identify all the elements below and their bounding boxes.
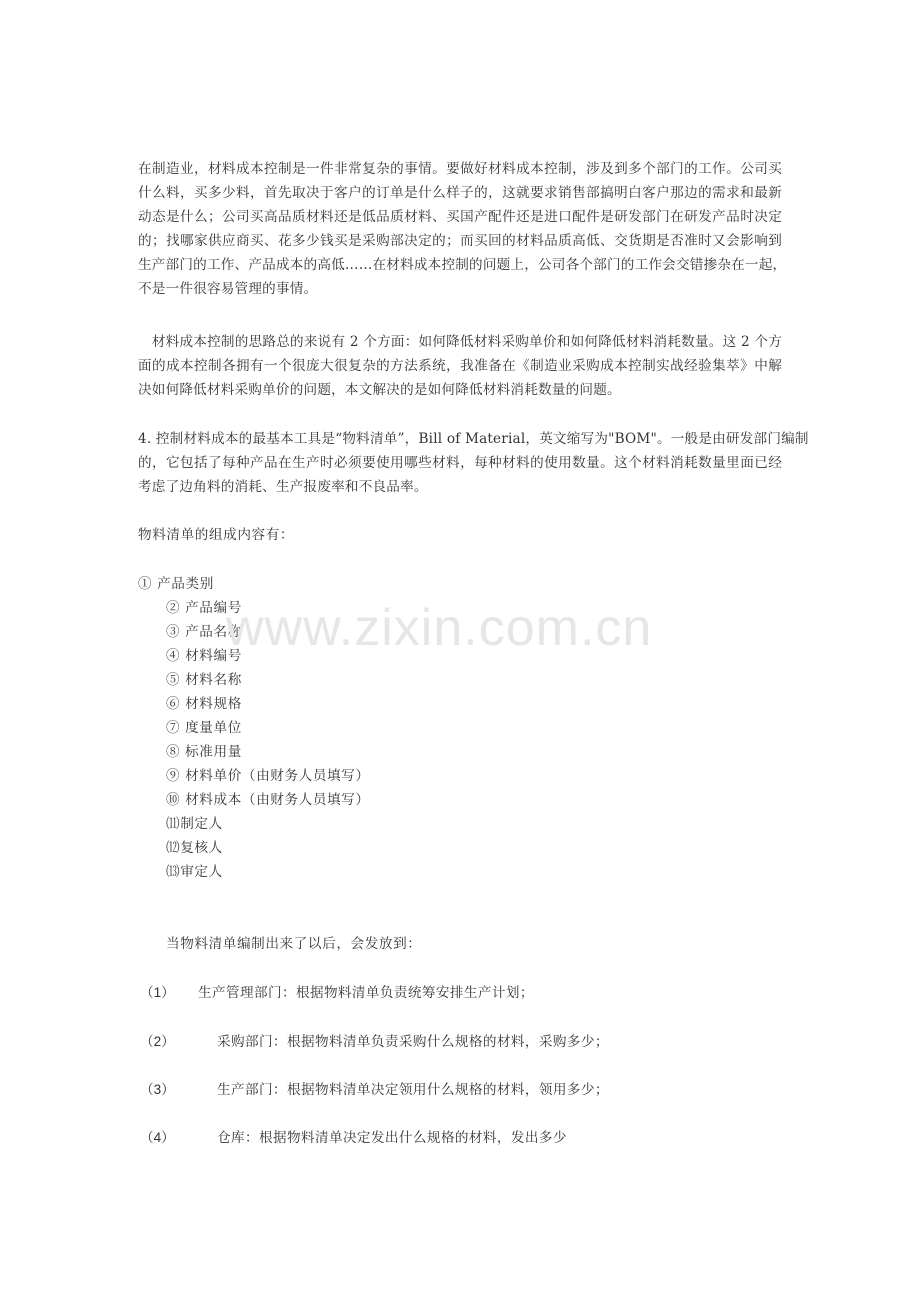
distribution-number: （4） xyxy=(140,1130,175,1145)
bom-item: ⑩ 材料成本（由财务人员填写） xyxy=(166,792,370,808)
paragraph-intro xyxy=(138,157,787,301)
paragraph-line: 决如何降低材料采购单价的问题，本文解决的是如何降低材料消耗数量的问题。 xyxy=(138,382,621,398)
distribution-row xyxy=(140,1078,609,1102)
bom-item: ⑤ 材料名称 xyxy=(166,672,242,688)
distribution-intro: 当物料清单编制出来了以后，会发放到： xyxy=(166,936,422,952)
watermark: www.zixin.com.cn xyxy=(226,599,653,657)
distribution-row xyxy=(140,981,534,1005)
bom-item: ⒀审定人 xyxy=(166,864,223,880)
distribution-text: 仓库：根据物料清单决定发出什么规格的材料，发出多少 xyxy=(217,1130,567,1146)
bom-item: ① 产品类别 xyxy=(138,576,214,592)
distribution-row xyxy=(140,1126,567,1150)
paragraph-bom-definition xyxy=(138,427,809,499)
paragraph-line: 面的成本控制各拥有一个很庞大很复杂的方法系统，我准备在《制造业采购成本控制实战经验集萃》中解 xyxy=(138,358,782,374)
bom-item: ④ 材料编号 xyxy=(166,648,242,664)
paragraph-line: 什么料，买多少料，首先取决于客户的订单是什么样子的，这就要求销售部搞明白客户那边的需求和最新 xyxy=(138,185,782,201)
paragraph-line: 生产部门的工作、产品成本的高低……在材料成本控制的问题上，公司各个部门的工作会交错掺杂在一起， xyxy=(138,257,787,273)
distribution-text: 生产管理部门：根据物料清单负责统筹安排生产计划； xyxy=(198,985,534,1001)
bom-intro: 物料清单的组成内容有： xyxy=(138,527,295,543)
bom-item: ⑥ 材料规格 xyxy=(166,696,242,712)
distribution-number: （3） xyxy=(140,1082,175,1097)
paragraph-line: 材料成本控制的思路总的来说有 2 个方面：如何降低材料采购单价和如何降低材料消耗数量。这 2 个方 xyxy=(138,334,782,350)
bom-item: ② 产品编号 xyxy=(166,600,242,616)
bom-item: ③ 产品名称 xyxy=(166,624,242,640)
paragraph-line: 不是一件很容易管理的事情。 xyxy=(138,281,318,297)
bom-item: ⑦ 度量单位 xyxy=(166,720,242,736)
paragraph-line: 4. 控制材料成本的最基本工具是“物料清单”，Bill of Material，英文缩写为"BOM"。一般是由研发部门编制 xyxy=(138,431,809,447)
paragraph-approach xyxy=(138,330,782,402)
bom-item: ⑿复核人 xyxy=(166,840,223,856)
paragraph-line: 在制造业，材料成本控制是一件非常复杂的事情。要做好材料成本控制，涉及到多个部门的工作。公司买 xyxy=(138,161,782,177)
distribution-row xyxy=(140,1030,609,1054)
distribution-text: 生产部门：根据物料清单决定领用什么规格的材料，领用多少； xyxy=(217,1082,609,1098)
paragraph-line: 的；找哪家供应商买、花多少钱买是采购部决定的；而买回的材料品质高低、交货期是否准时又会影响到 xyxy=(138,233,782,249)
bom-item: ⑾制定人 xyxy=(166,816,223,832)
paragraph-line: 考虑了边角料的消耗、生产报废率和不良品率。 xyxy=(138,479,428,495)
distribution-text: 采购部门：根据物料清单负责采购什么规格的材料，采购多少； xyxy=(217,1034,609,1050)
bom-item: ⑨ 材料单价（由财务人员填写） xyxy=(166,768,370,784)
distribution-number: （1） xyxy=(140,985,175,1000)
distribution-number: （2） xyxy=(140,1034,175,1049)
bom-item: ⑧ 标准用量 xyxy=(166,744,242,760)
paragraph-line: 的，它包括了每种产品在生产时必须要使用哪些材料，每种材料的使用数量。这个材料消耗数量里面已经 xyxy=(138,455,782,471)
paragraph-line: 动态是什么；公司买高品质材料还是低品质材料、买国产配件还是进口配件是研发部门在研发产品时决定 xyxy=(138,209,782,225)
